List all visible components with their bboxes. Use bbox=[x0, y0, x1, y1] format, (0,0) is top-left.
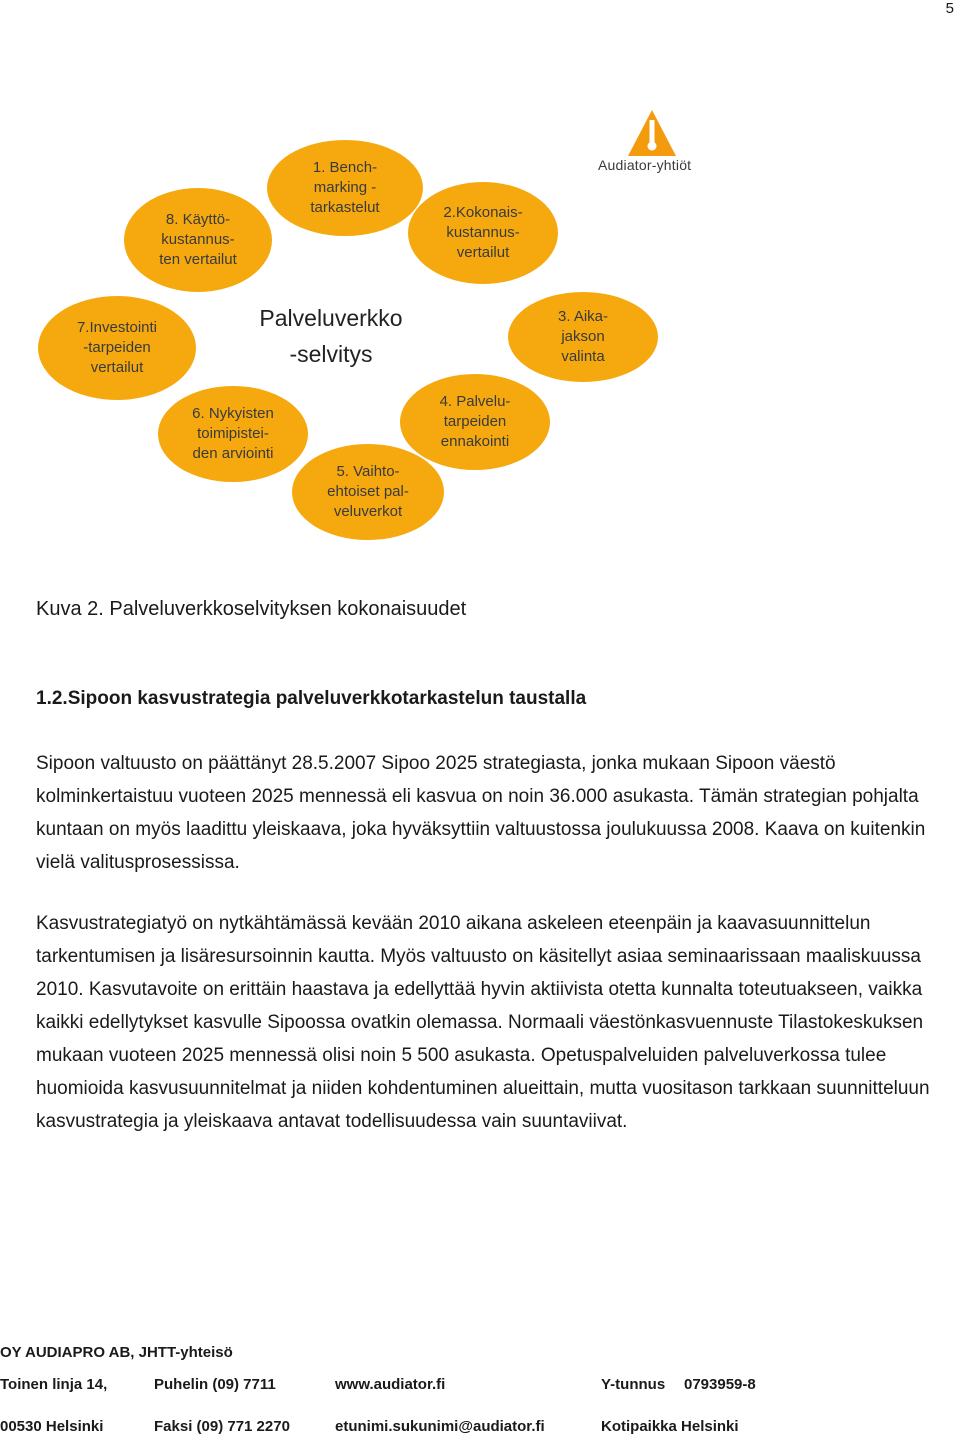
footer-phone: Puhelin (09) 7711 bbox=[154, 1376, 276, 1393]
node-vaihtoehtoiset: 5. Vaihto- ehtoiset pal- veluverkot bbox=[292, 444, 444, 540]
node-kokonaiskustannus: 2.Kokonais- kustannus- vertailut bbox=[408, 182, 558, 284]
logo-wordmark: Audiator-yhtiöt bbox=[598, 157, 692, 173]
footer-fax: Faksi (09) 771 2270 bbox=[154, 1418, 290, 1435]
figure-caption: Kuva 2. Palveluverkkoselvityksen kokonaisuudet bbox=[36, 598, 467, 620]
page-number: 5 bbox=[945, 0, 954, 17]
footer-company: OY AUDIAPRO AB, JHTT-yhteisö bbox=[0, 1344, 233, 1361]
footer-business-id: 0793959-8 bbox=[684, 1376, 756, 1393]
node-kayttokustannus: 8. Käyttö- kustannus- ten vertailut bbox=[124, 188, 272, 292]
diagram-center-title: Palveluverkko -selvitys bbox=[259, 305, 403, 367]
footer-email[interactable]: etunimi.sukunimi@audiator.fi bbox=[335, 1418, 545, 1435]
footer-postal: 00530 Helsinki bbox=[0, 1418, 104, 1435]
footer-address: Toinen linja 14, bbox=[0, 1376, 108, 1393]
paragraph-1: Sipoon valtuusto on päättänyt 28.5.2007 Sipoo 2025 strategiasta, jonka mukaan Sipoon väestö kolminkertaistuu vuoteen 2025 mennessä eli kasvua on noin 36.000 asukasta. Tämän strategian pohjalta kuntaan on myös laadittu yleiskaava, joka hyväksyttiin valtuustossa joulukuussa 2008. Kaava on kuitenkin vielä valitusprosessissa. bbox=[36, 753, 926, 873]
section-heading: 1.2.Sipoon kasvustrategia palveluverkkotarkastelun taustalla bbox=[36, 688, 587, 709]
footer-web[interactable]: www.audiator.fi bbox=[335, 1376, 446, 1393]
node-aikajakso: 3. Aika- jakson valinta bbox=[508, 292, 658, 382]
node-benchmarking: 1. Bench- marking - tarkastelut bbox=[267, 140, 423, 236]
node-palvelutarpeiden: 4. Palvelu- tarpeiden ennakointi bbox=[400, 374, 550, 470]
footer-domicile: Kotipaikka Helsinki bbox=[601, 1418, 739, 1435]
node-nykyisten: 6. Nykyisten toimipistei- den arviointi bbox=[158, 386, 308, 482]
footer-business-id-label: Y-tunnus bbox=[601, 1376, 666, 1393]
node-investointi: 7.Investointi -tarpeiden vertailut bbox=[38, 296, 196, 400]
paragraph-2: Kasvustrategiatyö on nytkähtämässä kevään 2010 aikana askeleen eteenpäin ja kaavasuunnittelun tarkentumisen ja lisäresursoinnin kautta. Myös valtuusto on käsitellyt asiaa seminaarissaan maaliskuussa 2010. Kasvutavoite on erittäin haastava ja edellyttää hyvin aktiivista otetta kunnalta toteutuakseen, vaikka kaikki edellytykset kasvulle Sipoossa ovatkin olemassa. Normaali väestönkasvuennuste Tilastokeskuksen mukaan vuoteen 2025 mennessä olisi noin 5 500 asukasta. Opetuspalveluiden palveluverkossa tulee huomioida kasvusuunnitelmat ja niiden kohdentuminen alueittain, mutta vuositason tarkkaan suunnitteluun kasvustrategia ja yleiskaava antavat todellisuudessa vain suuntaviivat. bbox=[36, 913, 930, 1132]
